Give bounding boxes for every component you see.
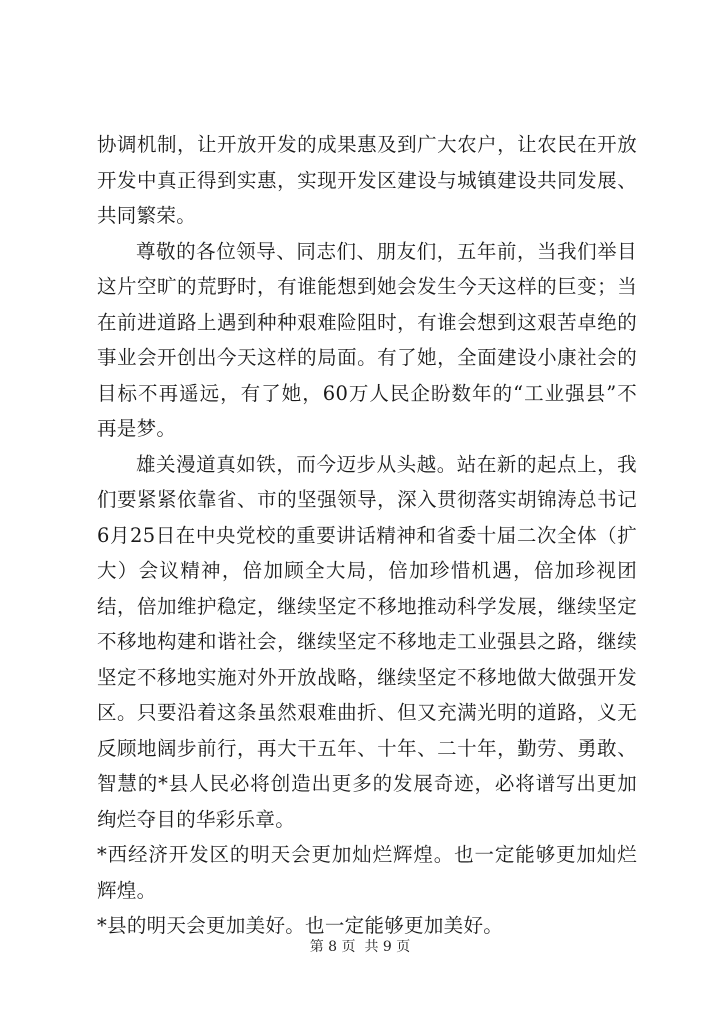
- paragraph-5: *县的明天会更加美好。也一定能够更加美好。: [97, 914, 504, 937]
- paragraph-2: 尊敬的各位领导、同志们、朋友们，五年前，当我们举目这片空旷的荒野时，有谁能想到她会发生今天这样的巨变；当在前进道路上遇到种种艰难险阻时，有谁会想到这艰苦卓绝的事业会开创出今天这样的局面。有了她，全面建设小康社会的目标不再遥远，有了她，60万人民企盼数年的“工业强县”不再是梦。: [97, 239, 637, 440]
- document-body: [97, 127, 637, 944]
- paragraph-4: *西经济开发区的明天会更加灿烂辉煌。也一定能够更加灿烂辉煌。: [97, 843, 637, 902]
- paragraph-3: 雄关漫道真如铁，而今迈步从头越。站在新的起点上，我们要紧紧依靠省、市的坚强领导，深入贯彻落实胡锦涛总书记6月25日在中央党校的重要讲话精神和省委十届二次全体（扩大）会议精神，倍加顾全大局，倍加珍惜机遇，倍加珍视团结，倍加维护稳定，继续坚定不移地推动科学发展，继续坚定不移地构建和谐社会，继续坚定不移地走工业强县之路，继续坚定不移地实施对外开放战略，继续坚定不移地做大做强开发区。只要沿着这条虽然艰难曲折、但又充满光明的道路，义无反顾地阔步前行，再大干五年、十年、二十年，勤劳、勇敢、智慧的*县人民必将创造出更多的发展奇迹，必将谱写出更加绚烂夺目的华彩乐章。: [97, 452, 637, 831]
- paragraph-1: 协调机制，让开放开发的成果惠及到广大农户，让农民在开放开发中真正得到实惠，实现开发区建设与城镇建设共同发展、共同繁荣。: [97, 133, 637, 227]
- page-number-footer: 第 8 页 共 9 页: [309, 939, 411, 955]
